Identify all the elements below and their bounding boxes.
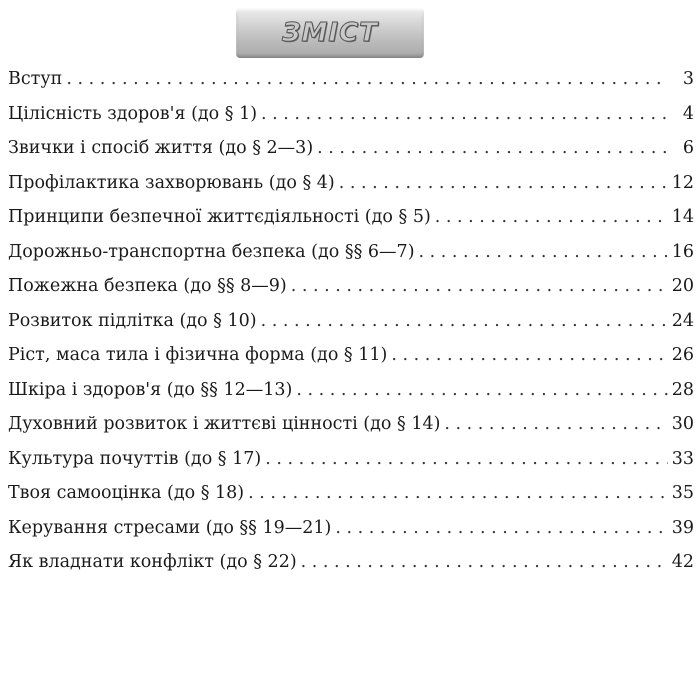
toc-entry-page: 6 [682,138,694,158]
toc-entry-page: 24 [671,310,694,331]
toc-entry-page: 20 [671,276,694,296]
toc-entry-title: Розвиток підлітка (до § 10) [8,310,257,331]
toc-entry-title: Принципи безпечної життєдіяльності (до § 5) [8,207,431,227]
toc-entry[interactable] [8,442,694,477]
toc-entry[interactable] [8,338,694,373]
dot-leader [301,545,668,580]
toc-entry-title: Духовний розвиток і життєві цінності (до § 14) [8,414,441,434]
toc-entry-title: Культура почуттів (до § 17) [8,448,262,469]
dot-leader [261,304,668,339]
toc-entry[interactable] [8,511,694,546]
toc-entry-title: Як владнати конфлікт (до § 22) [8,552,297,572]
dot-leader [335,511,667,546]
toc-entry[interactable] [8,304,694,339]
page-title: ЗМІСТ [282,18,378,48]
dot-leader [291,269,668,304]
dot-leader [391,338,667,373]
toc-entry[interactable] [8,235,694,270]
toc-entry[interactable] [8,476,694,511]
toc-entry[interactable] [8,62,694,97]
toc-entry[interactable] [8,97,694,132]
toc-entry-page: 39 [671,517,694,538]
toc-entry-page: 42 [671,552,694,572]
toc-entry-page: 30 [671,414,694,434]
dot-leader [265,442,668,477]
toc-entry[interactable] [8,545,694,580]
dot-leader [419,235,668,270]
toc-entry-title: Пожежна безпека (до §§ 8—9) [8,276,287,296]
dot-leader [339,166,668,201]
dot-leader [248,476,668,511]
toc-entry-title: Шкіра і здоров'я (до §§ 12—13) [8,379,293,400]
toc-entry-title: Цілісність здоров'я (до § 1) [8,103,258,124]
toc-entry-page: 26 [671,345,694,365]
toc-entry-page: 35 [671,483,694,503]
toc-entry-page: 28 [671,379,694,400]
toc-entry-page: 33 [671,448,694,469]
title-badge [236,8,424,58]
toc-entry[interactable] [8,407,694,442]
toc-entry-title: Дорожньо-транспортна безпека (до §§ 6—7) [8,241,415,262]
toc-entry-title: Керування стресами (до §§ 19—21) [8,517,332,538]
toc-entry[interactable] [8,166,694,201]
toc-entry-page: 12 [671,172,694,193]
toc-entry-page: 3 [682,69,694,89]
dot-leader [296,373,667,408]
dot-leader [317,131,668,166]
toc-entry[interactable] [8,269,694,304]
toc-entry-page: 14 [671,207,694,227]
dot-leader [435,200,668,235]
toc-entry[interactable] [8,200,694,235]
toc-entry-title: Звички і спосіб життя (до § 2—3) [8,138,314,158]
toc-entry-title: Профілактика захворювань (до § 4) [8,172,335,193]
toc-entry[interactable] [8,131,694,166]
dot-leader [261,97,668,132]
toc-entry-title: Вступ [8,69,63,89]
dot-leader [66,62,668,97]
toc-entry-page: 16 [671,241,694,262]
toc-entry-title: Ріст, маса тила і фізична форма (до § 11) [8,345,388,365]
toc-entry-title: Твоя самооцінка (до § 18) [8,483,245,503]
dot-leader [444,407,667,442]
table-of-contents [8,62,694,580]
toc-entry[interactable] [8,373,694,408]
toc-entry-page: 4 [682,103,694,124]
